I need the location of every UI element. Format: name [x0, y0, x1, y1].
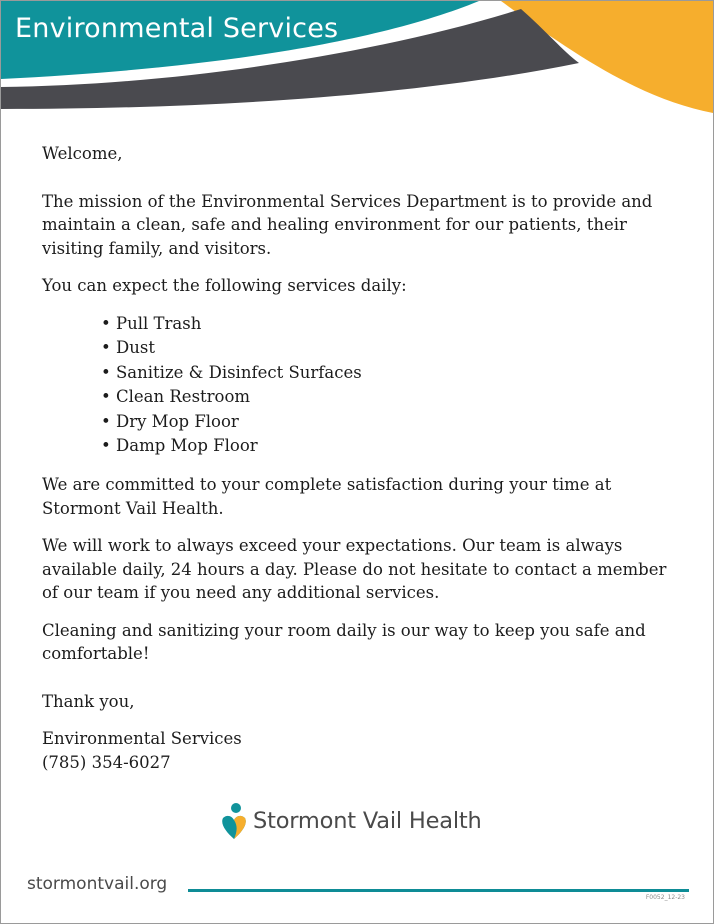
logo-text: Stormont Vail Health	[253, 808, 482, 834]
list-item: • Clean Restroom	[116, 385, 672, 410]
services-intro: You can expect the following services daily:	[42, 276, 407, 295]
list-item: • Sanitize & Disinfect Surfaces	[116, 361, 672, 386]
closing-note: Cleaning and sanitizing your room daily is our way to keep you safe and comfortable!	[42, 620, 646, 664]
signature-name: Environmental Services	[42, 729, 242, 749]
list-item: • Pull Trash	[116, 312, 672, 337]
greeting: Welcome,	[42, 144, 123, 163]
list-item: • Damp Mop Floor	[116, 434, 672, 459]
mission-paragraph: The mission of the Environmental Services Department is to provide and maintain a clean, safe and healing environment for our patients, their visiting family, and visitors.	[42, 191, 653, 258]
list-item: • Dust	[116, 336, 672, 361]
form-code: F0052_12-23	[645, 894, 685, 901]
heart-drop-icon	[221, 802, 247, 840]
sign-off: Thank you,	[42, 691, 135, 711]
availability-paragraph: We will work to always exceed your expectations. Our team is always available daily, 24 hours a day. Please do not hesitate to contact a member of our team if you need any additional services.	[42, 536, 667, 603]
list-item: • Dry Mop Floor	[116, 410, 672, 435]
footer-divider	[188, 889, 689, 892]
signature-phone: (785) 354-6027	[42, 752, 171, 772]
services-list	[42, 312, 672, 460]
stormont-vail-logo	[221, 801, 482, 841]
page-title: Environmental Services	[15, 13, 339, 44]
commitment-paragraph: We are committed to your complete satisfaction during your time at Stormont Vail Health.	[42, 475, 612, 518]
letter-body	[42, 142, 672, 774]
footer-website: stormontvail.org	[27, 874, 168, 894]
